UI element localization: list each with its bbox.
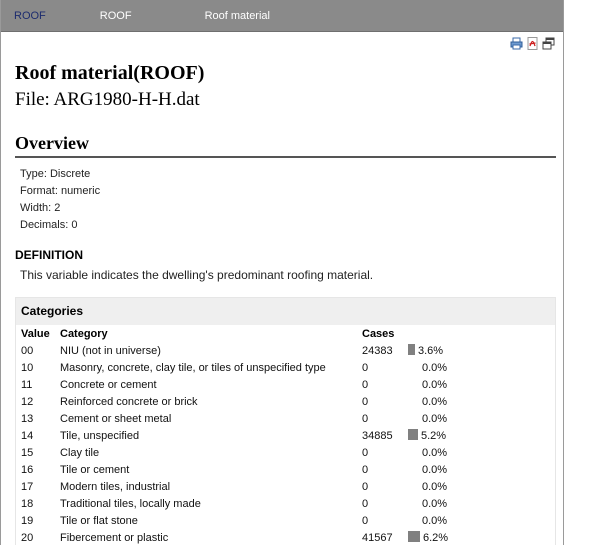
distribution-cell [408,342,508,359]
column-header-distribution [408,325,508,342]
categories-table [21,325,508,545]
percent-label: 0.0% [422,497,448,510]
distribution-cell [408,478,508,495]
categories-body [21,342,508,545]
width-label: Width: 2 [20,202,61,214]
file-name: File: ARG1980-H-H.dat [15,89,200,110]
cases-cell: 0 [362,480,369,493]
value-cell: 11 [21,378,33,391]
category-cell: NIU (not in universe) [60,344,161,357]
value-cell: 16 [21,463,34,476]
value-cell: 18 [21,497,34,510]
breadcrumb-item-variable[interactable]: ROOF [14,9,46,22]
table-row [21,359,508,376]
table-row [21,495,508,512]
percent-label: 6.2% [423,532,449,544]
categories-heading: Categories [16,298,555,325]
percent-label: 0.0% [422,514,448,527]
table-header-row [21,325,508,342]
cases-cell: 0 [362,378,369,391]
category-cell: Fibercement or plastic [60,531,169,544]
distribution-cell [408,393,508,410]
cases-cell: 41567 [362,531,393,544]
table-row [21,512,508,529]
distribution-cell [408,376,508,393]
category-cell: Masonry, concrete, clay tile, or tiles of unspecified type [60,361,326,374]
value-cell: 15 [21,446,34,459]
table-row [21,393,508,410]
cases-cell: 0 [362,463,369,476]
categories-panel [15,297,556,545]
distribution-cell [408,495,508,512]
breadcrumb-item-label[interactable]: Roof material [204,9,270,22]
column-header-cases: Cases [362,327,395,340]
overview-heading: Overview [15,133,556,158]
percent-label: 0.0% [422,446,448,459]
table-row [21,376,508,393]
value-cell: 20 [21,531,34,544]
frequency-bar [408,531,420,542]
value-cell: 00 [21,344,34,357]
format-label: Format: numeric [20,185,101,197]
main-content [1,62,563,545]
value-cell: 14 [21,429,34,442]
table-row [21,461,508,478]
definition-heading: DEFINITION [15,248,83,262]
distribution-cell [408,359,508,376]
cases-cell: 0 [362,514,369,527]
distribution-cell [408,461,508,478]
cases-cell: 24383 [362,344,393,357]
distribution-cell [408,444,508,461]
table-row [21,478,508,495]
category-cell: Reinforced concrete or brick [60,395,198,408]
toolbar [510,37,555,50]
percent-label: 0.0% [422,463,448,476]
cases-cell: 34885 [362,429,393,442]
cases-cell: 0 [362,395,369,408]
category-cell: Cement or sheet metal [60,412,172,425]
category-cell: Tile or cement [60,463,130,476]
cases-cell: 0 [362,446,369,459]
category-cell: Concrete or cement [60,378,157,391]
percent-label: 0.0% [422,361,448,374]
page-title: Roof material(ROOF) [15,62,205,84]
distribution-cell [408,427,508,444]
distribution-cell [408,529,508,545]
category-cell: Tile or flat stone [60,514,138,527]
type-label: Type: Discrete [20,168,91,180]
category-cell: Clay tile [60,446,100,459]
percent-label: 0.0% [422,480,448,493]
breadcrumb-item-variable-name[interactable]: ROOF [99,9,132,22]
cases-cell: 0 [362,361,369,374]
value-cell: 12 [21,395,34,408]
frequency-bar [408,344,415,355]
percent-label: 3.6% [418,345,444,357]
print-icon[interactable] [510,37,523,50]
value-cell: 13 [21,412,34,425]
cases-cell: 0 [362,497,369,510]
category-cell: Tile, unspecified [60,429,140,442]
percent-label: 0.0% [422,395,448,408]
overview-list [20,166,556,234]
table-row [21,444,508,461]
table-row [21,529,508,545]
breadcrumb [1,0,563,32]
column-header-category: Category [60,327,108,340]
column-header-value: Value [21,327,50,340]
table-row [21,342,508,359]
definition-text: This variable indicates the dwelling's predominant roofing material. [20,268,374,282]
category-cell: Modern tiles, industrial [60,480,171,493]
cases-cell: 0 [362,412,369,425]
table-row [21,410,508,427]
table-row [21,427,508,444]
percent-label: 0.0% [422,412,448,425]
value-cell: 10 [21,361,34,374]
percent-label: 5.2% [421,430,447,442]
distribution-cell [408,410,508,427]
category-cell: Traditional tiles, locally made [60,497,201,510]
distribution-cell [408,512,508,529]
frequency-bar [408,429,418,440]
value-cell: 17 [21,480,34,493]
percent-label: 0.0% [422,378,448,391]
value-cell: 19 [21,514,34,527]
decimals-label: Decimals: 0 [20,219,78,231]
pdf-icon[interactable] [526,37,539,50]
new-window-icon[interactable] [542,37,555,50]
